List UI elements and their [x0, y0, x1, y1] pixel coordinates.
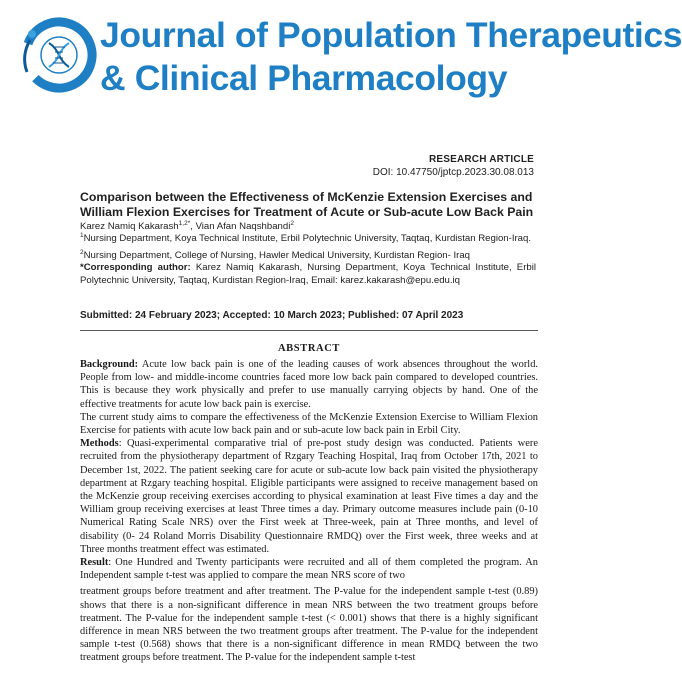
author-name: Karez Namiq Kakarash [80, 221, 179, 232]
affiliation-text: Nursing Department, College of Nursing, Hawler Medical University, Kurdistan Region- Iraq [83, 249, 471, 261]
abstract-body [80, 358, 538, 665]
author-list [80, 221, 536, 233]
article-type: RESEARCH ARTICLE [428, 154, 534, 165]
divider [80, 330, 538, 331]
journal-title-line2: & Clinical Pharmacology [100, 58, 508, 98]
affiliation-text: Nursing Department, Koya Technical Institute, Erbil Polytechnic University, Taqtaq, Kurdistan Region-Iraq. [83, 233, 532, 245]
publication-dates: Submitted: 24 February 2023; Accepted: 10 March 2023; Published: 07 April 2023 [80, 310, 464, 321]
corresponding-label: *Corresponding author: [80, 262, 191, 274]
author-name: Vian Afan Naqshbandi [195, 221, 291, 232]
journal-title-line1: Journal of Population Therapeutics [100, 15, 682, 55]
author-superscript: 1,2* [178, 219, 191, 227]
article-meta [373, 153, 534, 179]
author-separator: , [190, 221, 196, 232]
front-matter [80, 221, 536, 287]
background-text: Acute low back pain is one of the leading causes of work absences throughout the world. People from low- and middle-income countries faced more low back pain compared to developed countries. This is because they work physically and prefer to use manually carrying objects by hand. One of the effective treatments for acute low back pain is exercise. [80, 359, 538, 410]
journal-title [100, 14, 682, 100]
affiliation-marker: 2 [80, 248, 84, 256]
paper-title: Comparison between the Effectiveness of McKenzie Extension Exercises and William Flexion Exercises for Treatment of Acute or Sub-acute Low Back Pain [80, 190, 534, 219]
abstract-aim: The current study aims to compare the effectiveness of the McKenzie Extension Exercise to William Flexion Exercise for patients with acute low back pain and or sub-acute low back pain in Erbil City. [80, 411, 538, 437]
background-label: Background: [80, 359, 139, 370]
abstract-background [80, 358, 538, 411]
author-superscript: 2 [290, 219, 294, 227]
abstract-result-continued: treatment groups before treatment and after treatment. The P-value for the independent sample t-test (0.89) shows that there is a non-significant difference in mean NRS between the two treatment groups before treatment. The P-value for the independent sample t-test (< 0.001) shows that there is a highly significant difference in mean NRS between the two treatment groups after treatment. The P-value for the independent sample t-test (0.568) shows that there is a non-significant difference in mean RMDQ between the two treatment groups before treatment. The P-value for the independent sample t-test [80, 586, 538, 664]
affiliation-2 [80, 250, 536, 262]
affiliation-1 [80, 233, 536, 245]
affiliation-marker: 1 [80, 232, 84, 240]
abstract-result [80, 556, 538, 582]
methods-label: Methods [80, 438, 119, 450]
corresponding-text: Karez Namiq Kakarash, Nursing Department, Koya Technical Institute, Erbil Polytechnic University, Taqtaq, Kurdistan Region-Iraq, Email: karez.kakarash@epu.edu.iq [80, 262, 536, 286]
methods-text: : Quasi-experimental comparative trial of pre-post study design was conducted. Patients were recruited from the physiotherapy department of Rzgary Teaching Hospital, Iraq from October 17th, 2021 to December 1st, 2022. The patient seeking care for acute or sub-acute low back pain visited the physiotherapy department at Rzgary teaching hospital. Eligible participants were assigned to receive management based on the McKenzie group receiving exercises according to physical examination at least Five times a day and the William group receiving exercises at least Three times a day. Primary outcome measures include pain (0-10 Numerical Rating Scale NRS) over the First week at Three-week, pain at Three months, and level of disability (0- 24 Roland Morris Disability Questionnaire RMDQ) over the First week, three weeks and at Three months treatment effect was estimated. [80, 438, 538, 555]
result-text: : One Hundred and Twenty participants were recruited and all of them completed the program. An Independent sample t-test was applied to compare the mean NRS score of two [80, 557, 538, 582]
article-doi[interactable]: DOI: 10.47750/jptcp.2023.30.08.013 [372, 167, 534, 178]
dna-helix-logo-icon [18, 14, 100, 96]
result-label: Result [80, 557, 109, 569]
abstract-heading: ABSTRACT [278, 343, 340, 354]
corresponding-author [80, 262, 536, 287]
abstract-methods [80, 437, 538, 556]
journal-header [0, 0, 682, 120]
